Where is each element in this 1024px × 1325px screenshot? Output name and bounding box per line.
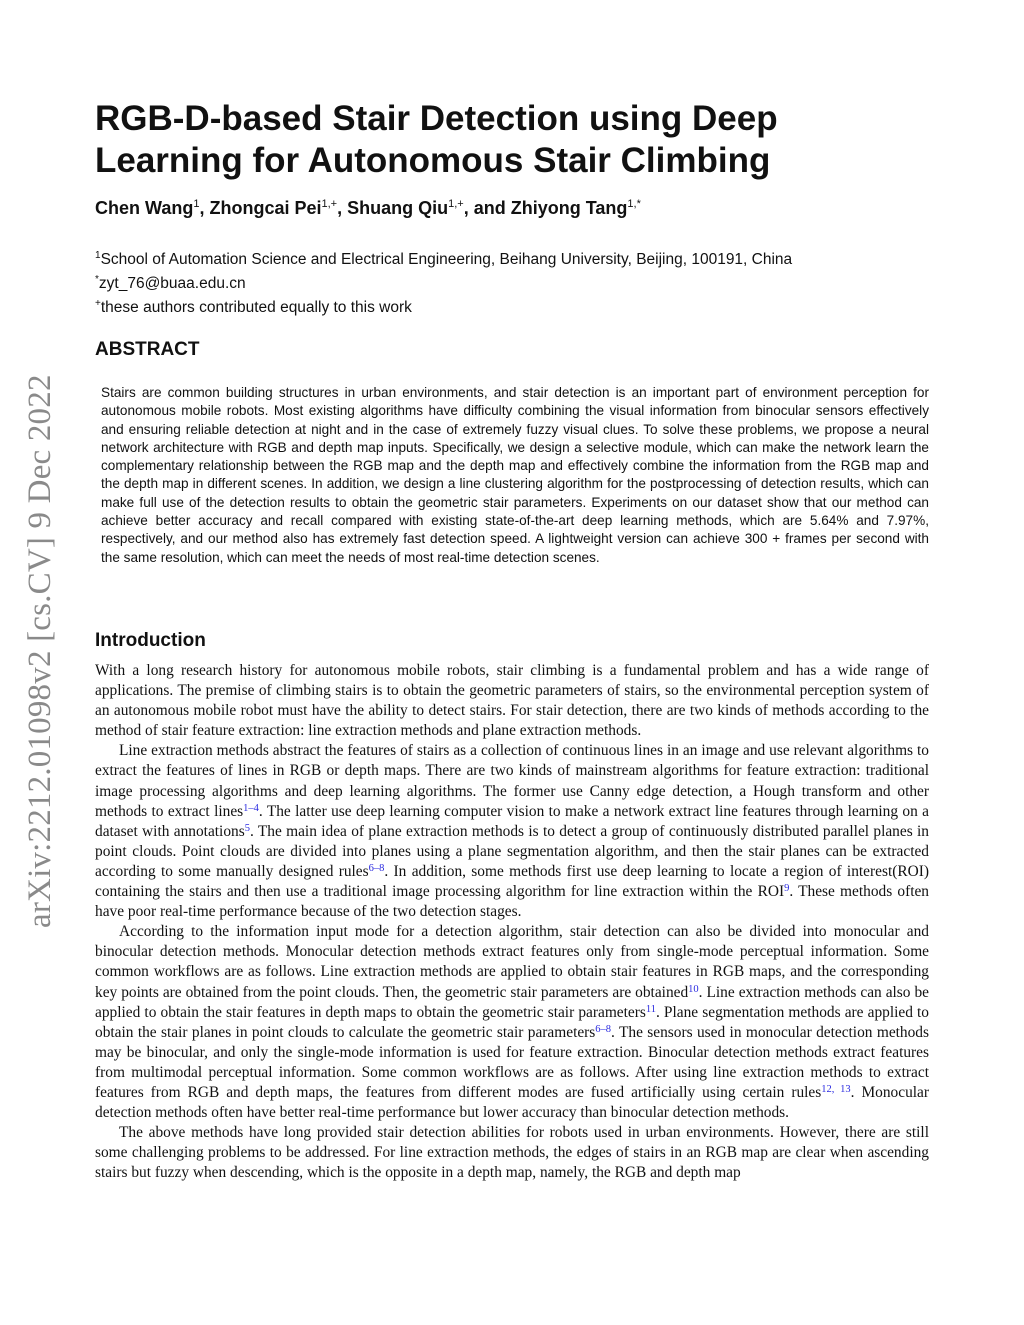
paragraph-text: With a long research history for autonomous mobile robots, stair climbing is a fundamental problem and has a wide range of applications. The premise of climbing stairs is to obtain the geometric parameters of stairs, so the environmental perception system of an autonomous mobile robot must have the ability to detect stairs. For stair detection, there are two kinds of methods according to the method of stair feature extraction: line extraction methods and plane extraction methods. [95, 662, 929, 740]
affiliation-text: School of Automation Science and Electrical Engineering, Beihang University, Beijing, 100191, China [100, 251, 793, 269]
author-name: Chen Wang [95, 198, 194, 218]
author-name: Zhiyong Tang [510, 198, 628, 218]
paragraph-text: . The latter use deep learning computer vision to make a network extract line features through learning on a dataset with annotations [95, 802, 929, 840]
affiliation-text: these authors contributed equally to this work [100, 299, 412, 317]
affiliation-mark: 1 [95, 250, 101, 261]
paragraph-text: The above methods have long provided stair detection abilities for robots used in urban environments. However, there are still some challenging problems to be addressed. For line extraction methods, the edges of stairs in an RGB map are clear when ascending stairs but fuzzy when descending, which is the opposite in a depth map, namely, the RGB and depth map [95, 1124, 929, 1182]
citation-link[interactable]: 9 [784, 883, 790, 895]
author-name: Shuang Qiu [347, 198, 449, 218]
affiliation-mark: + [95, 298, 101, 310]
affiliation-line [95, 270, 792, 294]
affiliations [95, 246, 792, 318]
author-affiliation-mark: 1,+ [448, 198, 464, 210]
citation-link[interactable]: 12, 13 [821, 1083, 851, 1095]
abstract-text: Stairs are common building structures in urban environments, and stair detection is an important part of environment perception for autonomous mobile robots. Most existing algorithms have difficulty combining the visual information from binocular sensors effectively and ensuring reliable detection at night and in the case of extremely fuzzy visual clues. To solve these problems, we propose a neural network architecture with RGB and depth map inputs. Specifically, we design a selective module, which can make the network learn the complementary relationship between the RGB map and the depth map and effectively combine the information from the RGB map and the depth map in different scenes. In addition, we design a line clustering algorithm for the postprocessing of detection results, which can make full use of the detection results to obtain the geometric stair parameters. Experiments on our dataset show that our method can achieve better accuracy and recall compared with existing state-of-the-art deep learning methods, which are 5.64% and 7.97%, respectively, and our method also has extremely fast detection speed. A lightweight version can achieve 300 + frames per second with the same resolution, which can meet the needs of most real-time detection scenes. [101, 385, 929, 565]
introduction-heading: Introduction [95, 630, 206, 651]
affiliation-text: zyt_76@buaa.edu.cn [98, 275, 246, 293]
citation-link[interactable]: 1–4 [243, 802, 259, 814]
body-paragraph [95, 741, 929, 922]
author-affiliation-mark: 1,* [627, 198, 641, 210]
paragraph-text: . Line extraction methods can also be applied to obtain the stair features in depth maps to obtain the geometric stair parameters [95, 983, 930, 1021]
paragraph-text: According to the information input mode for a detection algorithm, stair detection can also be divided into monocular and binocular detection methods. Monocular detection methods extract features only from single-mode perceptual information. Some common workflows are as follows. Line extraction methods are applied to obtain stair features in RGB maps, and the corresponding key points are obtained from the point clouds. Then, the geometric stair parameters are obtained [95, 923, 929, 1001]
author-separator: , [199, 198, 210, 218]
citation-link[interactable]: 11 [645, 1003, 656, 1015]
author-separator: , and [463, 198, 511, 218]
paragraph-text: . Monocular detection methods often have better real-time performance but lower accuracy than binocular detection methods. [95, 1083, 930, 1122]
paragraph-text: . The main idea of plane extraction methods is to detect a group of continuously distributed parallel planes in point clouds. Point clouds are divided into planes using a plane segmentation algorithm, and then the stair planes can be extracted according to some manually designed rules [95, 822, 929, 880]
paragraph-text: Line extraction methods abstract the features of stairs as a collection of continuous lines in an image and use relevant algorithms to extract the features of lines in RGB or depth maps. There are two kinds of mainstream algorithms for feature extraction: traditional image processing algorithms and deep learning algorithms. The former use Canny edge detection, a Hough transform and other methods to extract lines [95, 742, 929, 820]
author-separator: , [337, 198, 348, 218]
affiliation-line [95, 246, 792, 270]
citation-link[interactable]: 6–8 [595, 1023, 612, 1035]
citation-link[interactable]: 5 [244, 822, 250, 834]
body-paragraph [95, 922, 929, 1123]
citation-link[interactable]: 10 [688, 983, 699, 995]
abstract-heading: ABSTRACT [95, 339, 200, 360]
body-paragraph [95, 661, 929, 741]
author-affiliation-mark: 1 [193, 198, 200, 210]
affiliation-mark: * [95, 274, 99, 286]
introduction-body [95, 661, 929, 1183]
author-affiliation-mark: 1,+ [321, 198, 338, 210]
paper-title: RGB-D-based Stair Detection using Deep Learning for Autonomous Stair Climbing [95, 99, 778, 180]
paragraph-text: . In addition, some methods first use deep learning to locate a region of interest(ROI) containing the stairs and then use a traditional image processing algorithm for line extraction within the ROI [95, 862, 929, 901]
paragraph-text: . Plane segmentation methods are applied to obtain the stair planes in point clouds to calculate the geometric stair parameters [95, 1003, 929, 1041]
affiliation-line [95, 294, 792, 318]
paragraph-text: . These methods often have poor real-time performance because of the two detection stages. [95, 883, 930, 921]
author-name: Zhongcai Pei [209, 198, 322, 218]
citation-link[interactable]: 6–8 [368, 862, 385, 874]
arxiv-identifier-stamp: arXiv:2212.01098v2 [cs.CV] 9 Dec 2022 [22, 374, 58, 928]
author-list [95, 198, 641, 219]
paragraph-text: . The sensors used in monocular detection methods may be binocular, and only the single-mode information is used for feature extraction. Binocular detection methods extract features from multimodal perceptual information. Some common workflows are as follows. After using line extraction methods to extract features from RGB and depth maps, the features from different modes are fused artificially using certain rules [95, 1023, 929, 1101]
body-paragraph [95, 1123, 929, 1183]
